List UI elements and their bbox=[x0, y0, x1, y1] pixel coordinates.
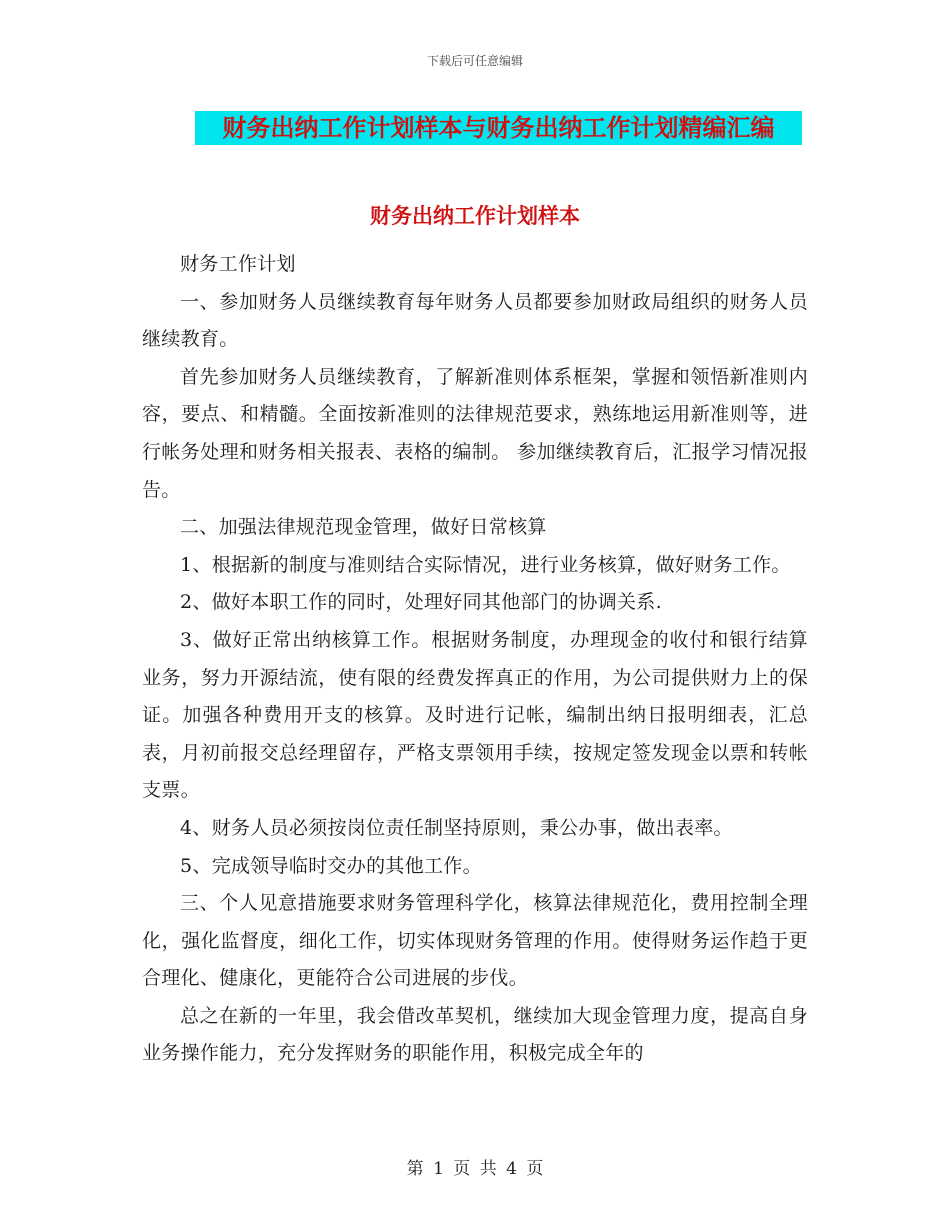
page-number-footer: 第 1 页 共 4 页 bbox=[406, 1159, 544, 1179]
paragraph: 总之在新的一年里，我会借改革契机，继续加大现金管理力度，提高自身业务操作能力，充分发挥财务的职能作用，积极完成全年的 bbox=[142, 1004, 808, 1065]
paragraph: 财务工作计划 bbox=[180, 253, 296, 275]
header-note: 下载后可任意编辑 bbox=[426, 54, 523, 68]
paragraph: 3、做好正常出纳核算工作。根据财务制度，办理现金的收付和银行结算业务，努力开源结流，使有限的经费发挥真正的作用，为公司提供财力上的保证。加强各种费用开支的核算。及时进行记帐，编制出纳日报明细表，汇总表，月初前报交总经理留存，严格支票领用手续，按规定签发现金以票和转帐支票。 bbox=[142, 628, 808, 802]
paragraph: 首先参加财务人员继续教育，了解新准则体系框架，掌握和领悟新准则内容，要点、和精髓。全面按新准则的法律规范要求，熟练地运用新准则等，进行帐务处理和财务相关报表、表格的编制。 参加继续教育后，汇报学习情况报告。 bbox=[142, 365, 808, 501]
main-title: 财务出纳工作计划样本与财务出纳工作计划精编汇编 bbox=[195, 111, 802, 145]
paragraph: 1、根据新的制度与准则结合实际情况，进行业务核算，做好财务工作。 bbox=[180, 553, 791, 576]
document-body bbox=[142, 246, 808, 1073]
paragraph: 4、财务人员必须按岗位责任制坚持原则，秉公办事，做出表率。 bbox=[180, 816, 733, 839]
section-title: 财务出纳工作计划样本 bbox=[370, 204, 580, 228]
paragraph: 5、完成领导临时交办的其他工作。 bbox=[180, 854, 482, 877]
paragraph: 二、加强法律规范现金管理，做好日常核算 bbox=[180, 516, 547, 539]
paragraph: 2、做好本职工作的同时，处理好同其他部门的协调关系. bbox=[180, 591, 662, 614]
paragraph: 一、参加财务人员继续教育每年财务人员都要参加财政局组织的财务人员继续教育。 bbox=[142, 290, 808, 351]
paragraph: 三、个人见意措施要求财务管理科学化，核算法律规范化，费用控制全理化，强化监督度，细化工作，切实体现财务管理的作用。使得财务运作趋于更合理化、健康化，更能符合公司进展的步伐。 bbox=[142, 892, 808, 990]
